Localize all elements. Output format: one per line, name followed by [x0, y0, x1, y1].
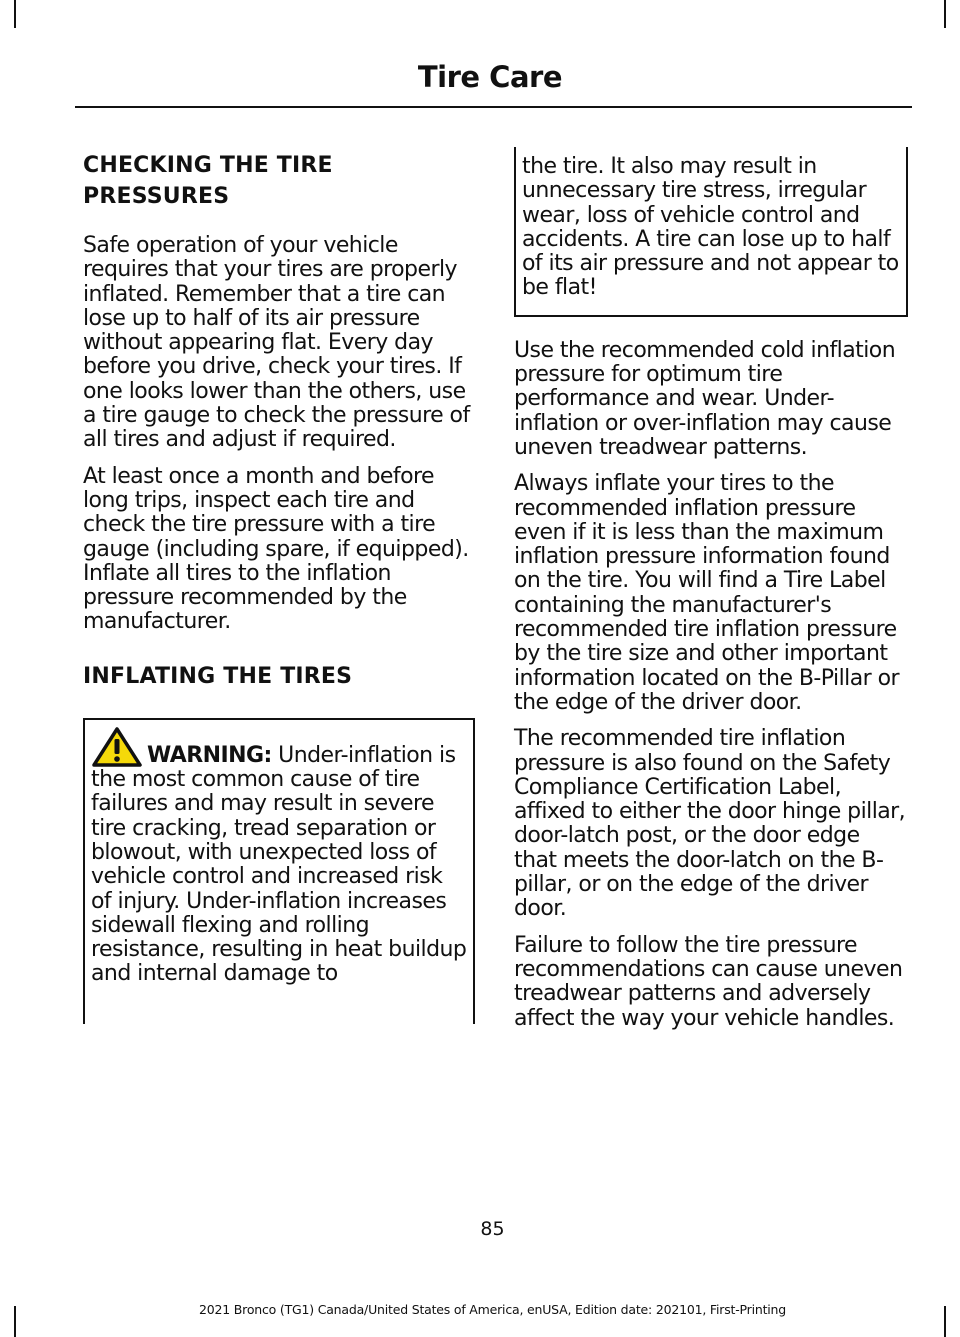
header-rule [75, 106, 912, 108]
warning-text: Under-inflation is the most common cause of tire failures and may result in severe tire cracking, tread separation or blowout, with unexpected loss of vehicle control and increased risk of injury. Under-inflation increases sidewall flexing and rolling resistance, resulting in heat buildup and internal damage to [91, 742, 467, 987]
paragraph: At least once a month and before long trips, inspect each tire and check the tire pressure with a tire gauge (including spare, if equipped). Inflate all tires to the inflation pressure recommended by the manufacturer. [83, 463, 469, 635]
heading-inflating-the-tires: INFLATING THE TIRES [83, 663, 353, 689]
warning-continued-text: the tire. It also may result in unnecessary tire stress, irregular wear, loss of vehicle control and accidents. A tire can lose up to half of its air pressure and not appear to be flat! [522, 154, 899, 301]
page-number: 85 [480, 1218, 505, 1240]
crop-mark-top-right [944, 0, 946, 28]
paragraph: Always inflate your tires to the recommended inflation pressure even if it is less than the maximum inflation pressure information found on the tire. You will find a Tire Label containing the manufacturer's recommended tire inflation pressure by the tire size and other important information located on the B-Pillar or the edge of the driver door. [514, 471, 900, 715]
crop-mark-top-left [14, 0, 16, 28]
warning-box-continued [514, 147, 908, 317]
right-column [514, 147, 908, 1043]
paragraph: Failure to follow the tire pressure recommendations can cause uneven treadwear patterns and adversely affect the way your vehicle handles. [514, 932, 903, 1031]
warning-text-block [91, 726, 467, 987]
paragraph: Safe operation of your vehicle requires that your tires are properly inflated. Remember that a tire can lose up to half of its air pressure without appearing flat. Every day before you drive, check your tires. If one looks lower than the others, use a tire gauge to check the pressure of all tires and adjust if required. [83, 233, 470, 453]
heading-checking-tire-pressures: CHECKING THE TIRE PRESSURES [83, 153, 333, 209]
warning-label: WARNING: [147, 742, 272, 768]
warning-box [83, 718, 475, 1024]
section-title: Tire Care [417, 60, 562, 94]
warning-triangle-icon [91, 726, 143, 768]
paragraph: The recommended tire inflation pressure is also found on the Safety Compliance Certification Label, affixed to either the door hinge pillar, door-latch post, or the door edge that meets the door-latch on the B-pillar, or on the edge of the driver door. [514, 726, 906, 922]
left-column [83, 150, 475, 1024]
paragraph: Use the recommended cold inflation pressure for optimum tire performance and wear. Under-inflation or over-inflation may cause uneven treadwear patterns. [514, 337, 896, 460]
footer-edition-info: 2021 Bronco (TG1) Canada/United States of America, enUSA, Edition date: 202101, First-Printing [199, 1302, 786, 1317]
